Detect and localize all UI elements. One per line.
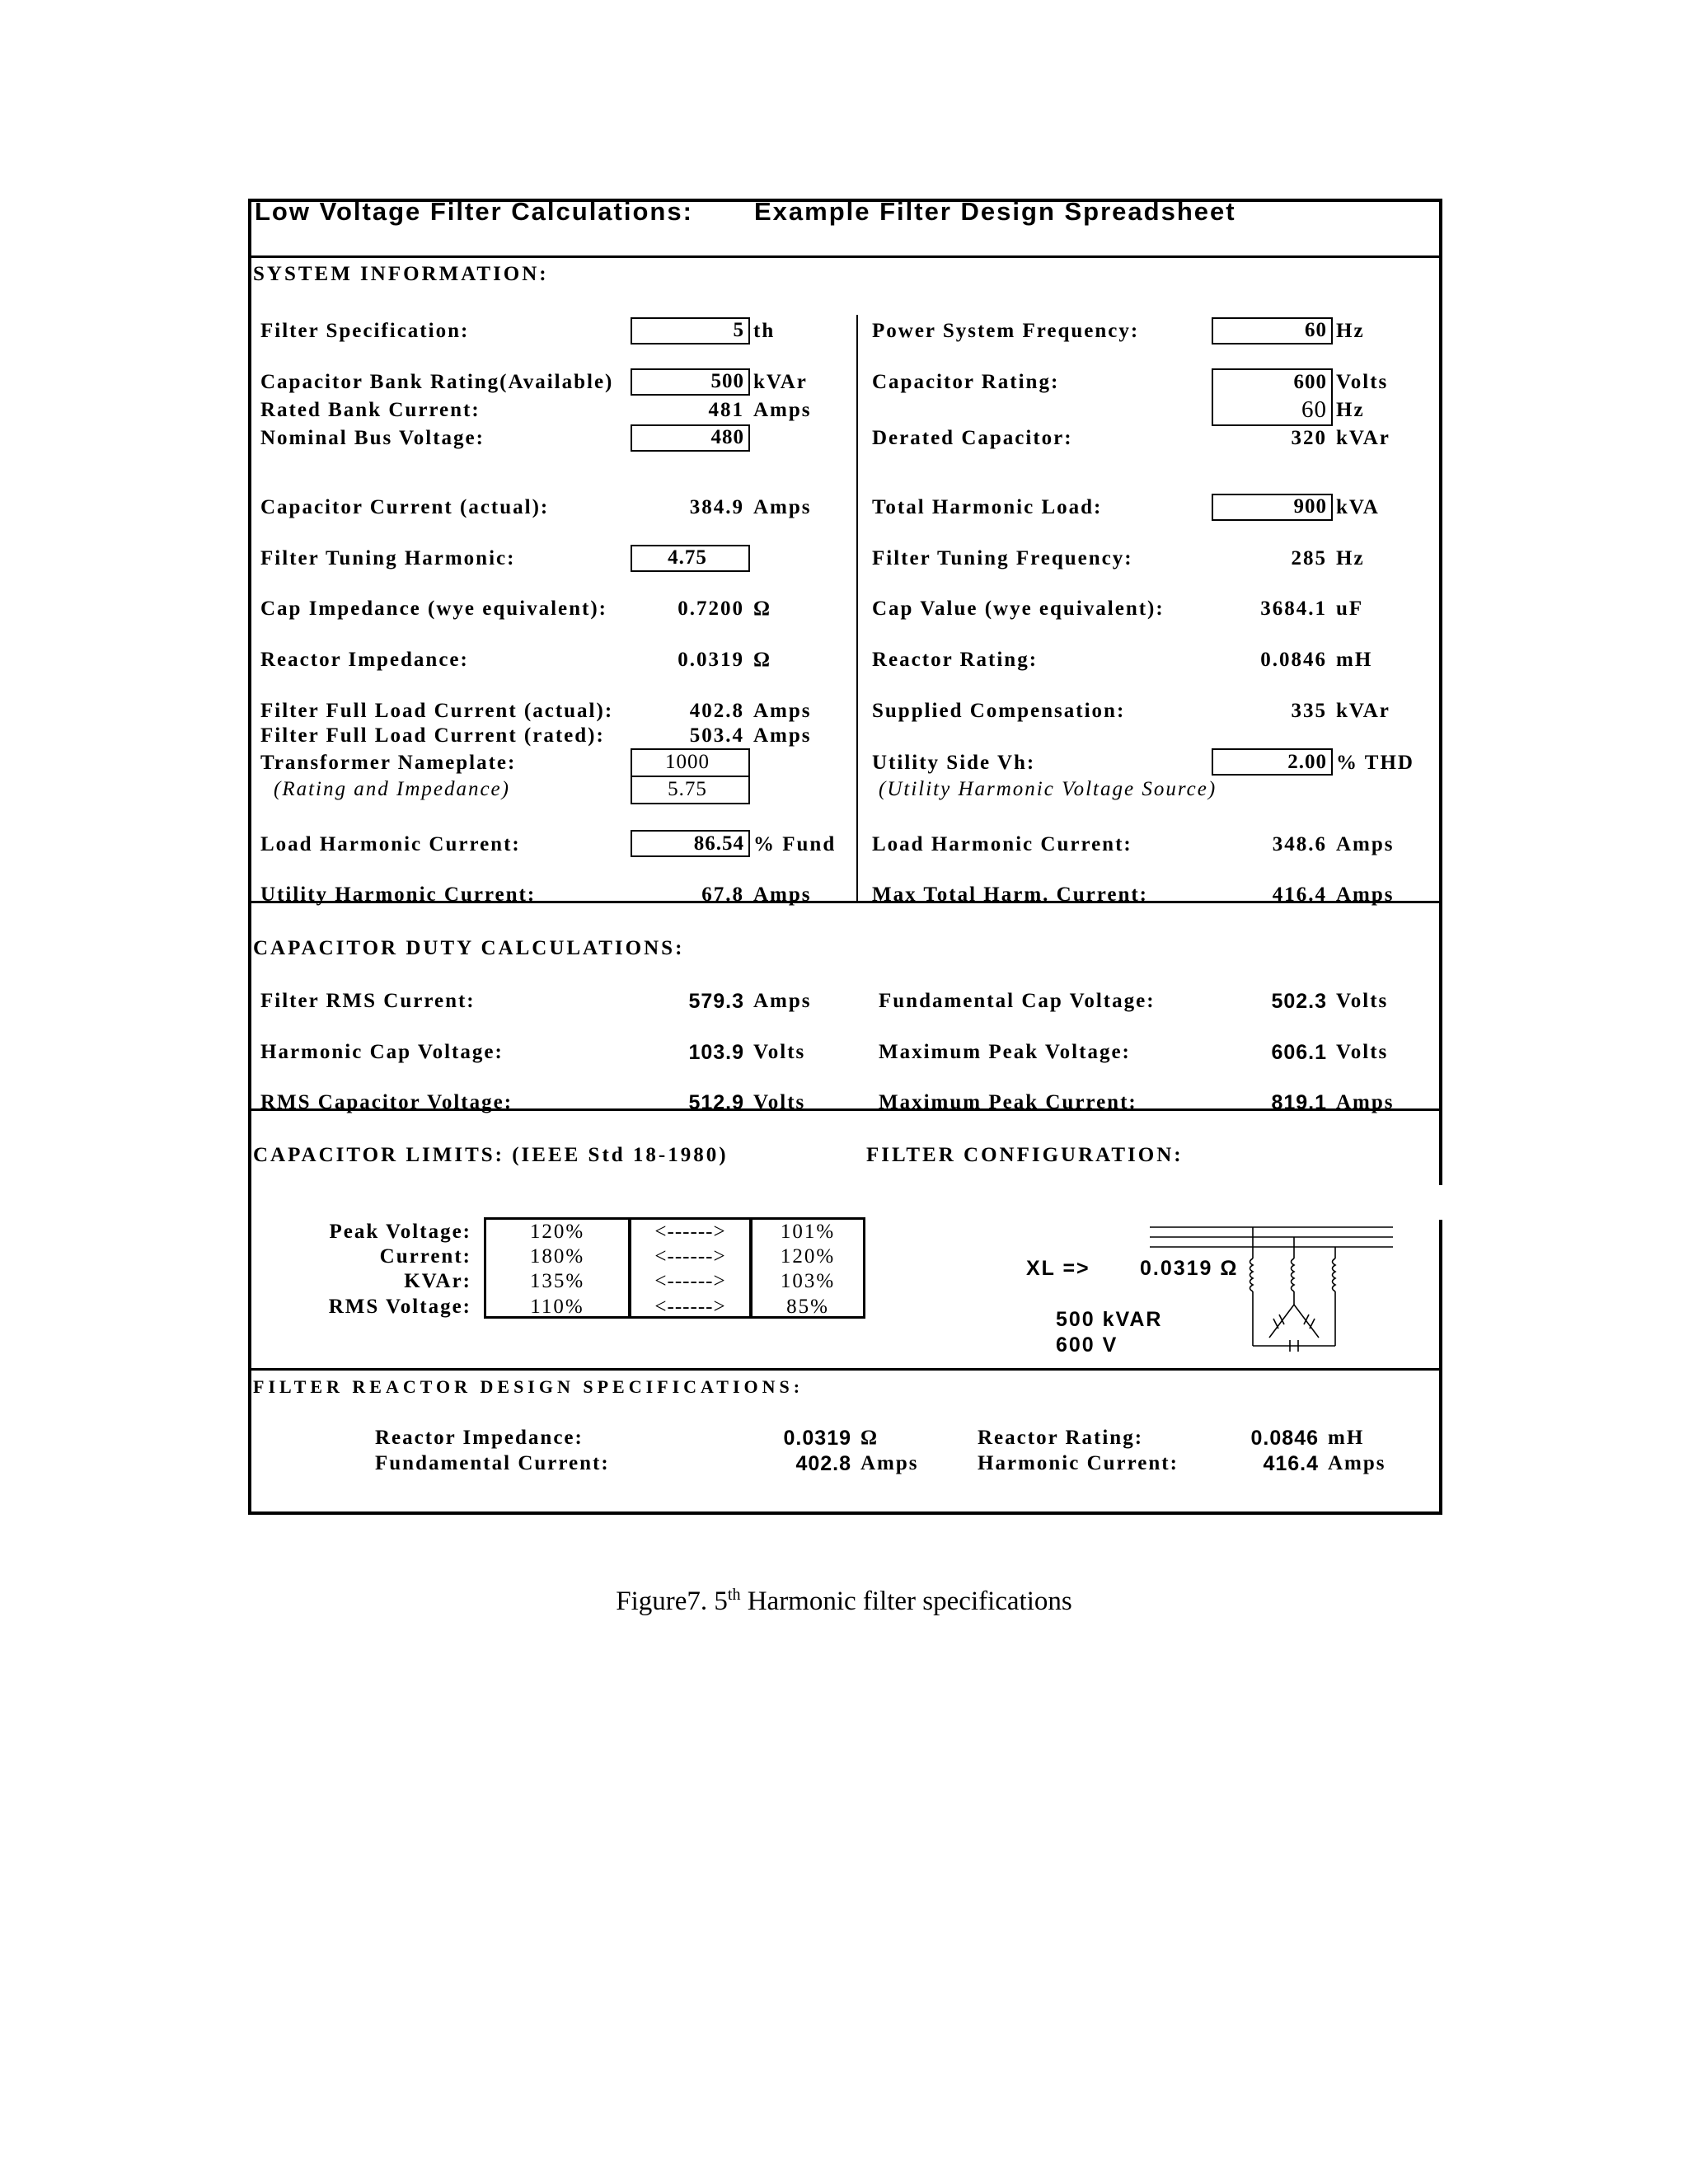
label-load-harmonic-pct: Load Harmonic Current: xyxy=(260,833,521,855)
limit-arrow-1: <------> xyxy=(654,1221,726,1243)
unit-load-harmonic-pct: % Fund xyxy=(753,833,837,855)
limit-label-current: Current: xyxy=(379,1245,471,1268)
limit-actual-kvar: 103% xyxy=(780,1270,836,1292)
value-cap-value: 3684.1 xyxy=(1260,598,1327,620)
divider-reactor xyxy=(248,1368,1442,1371)
unit-power-freq: Hz xyxy=(1336,320,1365,342)
unit-supplied-comp: kVAr xyxy=(1336,700,1390,722)
label-full-load-rated: Filter Full Load Current (rated): xyxy=(260,724,605,747)
label-tuning-harmonic: Filter Tuning Harmonic: xyxy=(260,547,516,569)
value-full-load-actual: 402.8 xyxy=(689,700,744,722)
label-cap-current: Capacitor Current (actual): xyxy=(260,496,550,518)
value-power-freq: 60 xyxy=(1305,319,1327,341)
sublabel-transformer: (Rating and Impedance) xyxy=(274,778,510,800)
column-divider xyxy=(856,315,858,902)
unit-reactor-impedance-spec: Ω xyxy=(860,1427,879,1449)
limit-value-peak-voltage: 120% xyxy=(529,1221,585,1243)
unit-tuning-freq: Hz xyxy=(1336,547,1365,569)
unit-fund-current-spec: Amps xyxy=(860,1452,919,1474)
value-filter-spec: 5 xyxy=(733,319,744,341)
label-reactor-rating-spec: Reactor Rating: xyxy=(978,1427,1144,1449)
limit-arrow-4: <------> xyxy=(654,1296,726,1318)
value-fund-current-spec: 402.8 xyxy=(795,1452,851,1475)
unit-full-load-actual: Amps xyxy=(753,700,812,722)
value-reactor-rating: 0.0846 xyxy=(1260,649,1327,671)
label-total-harmonic-load: Total Harmonic Load: xyxy=(872,496,1103,518)
label-power-freq: Power System Frequency: xyxy=(872,320,1140,342)
value-cap-rating-volts: 600 xyxy=(1293,371,1327,393)
value-transformer-impedance: 5.75 xyxy=(668,778,707,800)
value-cap-bank: 500 xyxy=(710,370,744,392)
unit-reactor-rating-spec: mH xyxy=(1328,1427,1365,1449)
unit-utility-vh: % THD xyxy=(1336,752,1414,774)
config-xl-value: 0.0319 Ω xyxy=(1140,1257,1239,1280)
label-harmonic-cap-v: Harmonic Cap Voltage: xyxy=(260,1041,504,1063)
label-max-total-harm: Max Total Harm. Current: xyxy=(872,883,1149,906)
label-derated-cap: Derated Capacitor: xyxy=(872,427,1073,449)
unit-cap-rating-hz: Hz xyxy=(1336,399,1365,421)
section-heading-reactor: FILTER REACTOR DESIGN SPECIFICATIONS: xyxy=(253,1376,804,1397)
value-harmonic-cap-v: 103.9 xyxy=(688,1041,744,1064)
label-max-peak-i: Maximum Peak Current: xyxy=(879,1091,1137,1113)
label-cap-bank: Capacitor Bank Rating(Available) xyxy=(260,371,614,393)
label-rated-bank-current: Rated Bank Current: xyxy=(260,399,481,421)
sheet-title: Low Voltage Filter Calculations: xyxy=(255,197,693,226)
value-rms-cap-v: 512.9 xyxy=(688,1091,744,1114)
label-transformer: Transformer Nameplate: xyxy=(260,752,517,774)
section-heading-config: FILTER CONFIGURATION: xyxy=(866,1144,1184,1166)
unit-cap-current: Amps xyxy=(753,496,812,518)
unit-reactor-rating: mH xyxy=(1336,649,1373,671)
limit-label-kvar: KVAr: xyxy=(404,1270,471,1292)
value-reactor-rating-spec: 0.0846 xyxy=(1250,1427,1319,1450)
value-total-harmonic-load: 900 xyxy=(1293,495,1327,518)
filter-schematic-icon xyxy=(1150,1222,1397,1358)
unit-utility-harmonic: Amps xyxy=(753,883,812,906)
label-cap-value: Cap Value (wye equivalent): xyxy=(872,598,1165,620)
value-transformer-rating: 1000 xyxy=(665,751,710,773)
unit-derated-cap: kVAr xyxy=(1336,427,1390,449)
limit-value-current: 180% xyxy=(529,1245,585,1268)
value-max-peak-v: 606.1 xyxy=(1271,1041,1327,1064)
limit-actual-rms-voltage: 85% xyxy=(786,1296,829,1318)
value-nominal-bus-voltage: 480 xyxy=(710,426,744,448)
label-full-load-actual: Filter Full Load Current (actual): xyxy=(260,700,614,722)
label-load-harmonic-amps: Load Harmonic Current: xyxy=(872,833,1132,855)
label-supplied-comp: Supplied Compensation: xyxy=(872,700,1126,722)
value-derated-cap: 320 xyxy=(1291,427,1327,449)
figure-caption: Figure7. 5th Harmonic filter specifications xyxy=(616,1586,1072,1616)
divider-header xyxy=(248,255,1442,258)
value-tuning-freq: 285 xyxy=(1291,547,1327,569)
value-harm-current-spec: 416.4 xyxy=(1263,1452,1319,1475)
label-harm-current-spec: Harmonic Current: xyxy=(978,1452,1179,1474)
unit-harmonic-cap-v: Volts xyxy=(753,1041,806,1063)
limit-actual-peak-voltage: 101% xyxy=(780,1221,836,1243)
unit-reactor-impedance: Ω xyxy=(753,649,772,671)
label-fund-current-spec: Fundamental Current: xyxy=(375,1452,610,1474)
value-max-total-harm: 416.4 xyxy=(1272,883,1327,906)
unit-total-harmonic-load: kVA xyxy=(1336,496,1380,518)
value-cap-impedance: 0.7200 xyxy=(678,598,744,620)
value-load-harmonic-amps: 348.6 xyxy=(1272,833,1327,855)
unit-max-peak-i: Amps xyxy=(1336,1091,1395,1113)
unit-rated-bank-current: Amps xyxy=(753,399,812,421)
unit-cap-rating-volts: Volts xyxy=(1336,371,1389,393)
label-utility-vh: Utility Side Vh: xyxy=(872,752,1036,774)
label-max-peak-v: Maximum Peak Voltage: xyxy=(879,1041,1131,1063)
value-tuning-harmonic: 4.75 xyxy=(668,546,707,569)
label-utility-harmonic: Utility Harmonic Current: xyxy=(260,883,537,906)
unit-cap-value: uF xyxy=(1336,598,1364,620)
unit-max-peak-v: Volts xyxy=(1336,1041,1389,1063)
sheet-subtitle: Example Filter Design Spreadsheet xyxy=(754,197,1236,226)
section-heading-duty: CAPACITOR DUTY CALCULATIONS: xyxy=(253,937,685,959)
value-reactor-impedance-spec: 0.0319 xyxy=(783,1427,851,1450)
label-cap-rating: Capacitor Rating: xyxy=(872,371,1060,393)
section-heading-system: SYSTEM INFORMATION: xyxy=(253,263,549,285)
unit-cap-bank: kVAr xyxy=(753,371,808,393)
limit-value-rms-voltage: 110% xyxy=(530,1296,584,1318)
config-kvar: 500 kVAR xyxy=(1056,1308,1163,1331)
unit-fund-cap-v: Volts xyxy=(1336,990,1389,1012)
limit-arrow-3: <------> xyxy=(654,1270,726,1292)
value-full-load-rated: 503.4 xyxy=(689,724,744,747)
sublabel-utility-vh: (Utility Harmonic Voltage Source) xyxy=(879,778,1217,800)
label-reactor-impedance: Reactor Impedance: xyxy=(260,649,469,671)
value-fund-cap-v: 502.3 xyxy=(1271,990,1327,1013)
value-max-peak-i: 819.1 xyxy=(1271,1091,1327,1114)
value-rated-bank-current: 481 xyxy=(708,399,744,421)
value-cap-current: 384.9 xyxy=(689,496,744,518)
label-reactor-impedance-spec: Reactor Impedance: xyxy=(375,1427,584,1449)
limit-actual-current: 120% xyxy=(780,1245,836,1268)
unit-filter-spec: th xyxy=(753,320,776,342)
limit-value-kvar: 135% xyxy=(529,1270,585,1292)
config-xl-label: XL => xyxy=(1026,1257,1090,1280)
value-utility-harmonic: 67.8 xyxy=(701,883,744,906)
unit-load-harmonic-amps: Amps xyxy=(1336,833,1395,855)
limit-label-peak-voltage: Peak Voltage: xyxy=(329,1221,471,1243)
label-nominal-bus-voltage: Nominal Bus Voltage: xyxy=(260,427,485,449)
section-heading-limits: CAPACITOR LIMITS: (IEEE Std 18-1980) xyxy=(253,1144,729,1166)
value-utility-vh: 2.00 xyxy=(1287,751,1327,773)
label-tuning-freq: Filter Tuning Frequency: xyxy=(872,547,1133,569)
value-load-harmonic-pct: 86.54 xyxy=(693,832,744,855)
unit-cap-impedance: Ω xyxy=(753,598,772,620)
unit-filter-rms: Amps xyxy=(753,990,812,1012)
label-fund-cap-v: Fundamental Cap Voltage: xyxy=(879,990,1156,1012)
value-filter-rms: 579.3 xyxy=(688,990,744,1013)
value-reactor-impedance: 0.0319 xyxy=(678,649,744,671)
unit-harm-current-spec: Amps xyxy=(1328,1452,1386,1474)
limit-label-rms-voltage: RMS Voltage: xyxy=(328,1296,471,1318)
unit-full-load-rated: Amps xyxy=(753,724,812,747)
value-cap-rating-hz: 60 xyxy=(1301,396,1327,423)
value-supplied-comp: 335 xyxy=(1291,700,1327,722)
label-filter-spec: Filter Specification: xyxy=(260,320,470,342)
label-cap-impedance: Cap Impedance (wye equivalent): xyxy=(260,598,608,620)
unit-max-total-harm: Amps xyxy=(1336,883,1395,906)
label-reactor-rating: Reactor Rating: xyxy=(872,649,1039,671)
unit-rms-cap-v: Volts xyxy=(753,1091,806,1113)
label-filter-rms: Filter RMS Current: xyxy=(260,990,476,1012)
label-rms-cap-v: RMS Capacitor Voltage: xyxy=(260,1091,513,1113)
config-volts: 600 V xyxy=(1056,1333,1118,1357)
limit-arrow-2: <------> xyxy=(654,1245,726,1268)
